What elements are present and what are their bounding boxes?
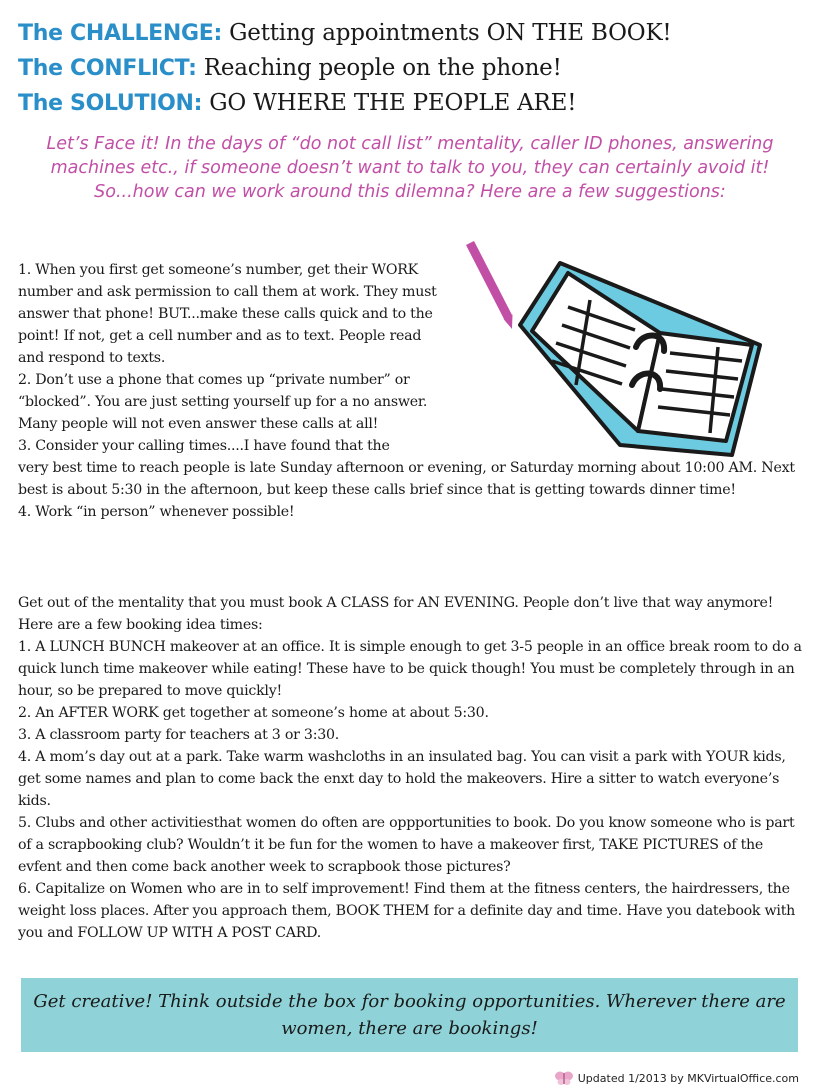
- page-headings: [18, 16, 808, 121]
- booking-ideas: [18, 592, 808, 944]
- footer: [554, 1070, 799, 1086]
- booking-idea-3: 3. A classroom party for teachers at 3 or 3:30.: [18, 727, 340, 743]
- solution-heading: The SOLUTION: GO WHERE THE PEOPLE ARE!: [18, 90, 577, 116]
- butterfly-icon: [554, 1070, 574, 1086]
- conflict-heading: The CONFLICT: Reaching people on the phone!: [18, 55, 562, 81]
- tip-1: 1. When you first get someone’s number, get their WORK number and ask permission to call them at work. They must answer that phone! BUT...make these calls quick and to the point! If not, get a cell number and as to text. People read and respond to texts.: [18, 262, 437, 366]
- callout-text: Get creative! Think outside the box for booking opportunities. Wherever there are women, there are bookings!: [33, 991, 786, 1039]
- datebook-icon: [460, 235, 780, 465]
- booking-idea-2: 2. An AFTER WORK get together at someone’s home at about 5:30.: [18, 705, 489, 721]
- calling-tips-bottom: [18, 457, 808, 523]
- calling-tips-top: [18, 259, 448, 457]
- challenge-heading: The CHALLENGE: Getting appointments ON THE BOOK!: [18, 20, 672, 46]
- footer-credit: Updated 1/2013 by MKVirtualOffice.com: [577, 1071, 799, 1085]
- booking-idea-6: 6. Capitalize on Women who are in to self improvement! Find them at the fitness centers, the hairdressers, the weight loss places. After you approach them, BOOK THEM for a definite day and time. Have you datebook with you and FOLLOW UP WITH A POST CARD.: [18, 881, 796, 941]
- booking-idea-4: 4. A mom’s day out at a park. Take warm washcloths in an insulated bag. You can visit a park with YOUR kids, get some names and plan to come back the enxt day to hold the makeovers. Hire a sitter to watch everyone’s kids.: [18, 749, 786, 809]
- intro-paragraph: Let’s Face it! In the days of “do not call list” mentality, caller ID phones, answering machines etc., if someone doesn’t want to talk to you, they can certainly avoid it! So...how can we work around this dilemna? Here are a few suggestions:: [46, 134, 774, 202]
- tip-3-continued: very best time to reach people is late Sunday afternoon or evening, or Saturday morning about 10:00 AM. Next best is about 5:30 in the afternoon, but keep these calls brief since that is getting towards dinner time!: [18, 460, 795, 498]
- booking-intro: Get out of the mentality that you must book A CLASS for AN EVENING. People don’t live that way anymore! Here are a few booking idea times:: [18, 595, 774, 633]
- tip-3-start: 3. Consider your calling times....I have found that the: [18, 438, 390, 454]
- tip-2: 2. Don’t use a phone that comes up “private number” or “blocked”. You are just setting yourself up for a no answer. Many people will not even answer these calls at all!: [18, 372, 428, 432]
- booking-idea-5: 5. Clubs and other activitiesthat women do often are oppportunities to book. Do you know someone who is part of a scrapbooking club? Wouldn’t it be fun for the women to have a makeover first, TAKE PICTURES of the evfent and then come back another week to scrapbook those pictures?: [18, 815, 795, 875]
- booking-idea-1: 1. A LUNCH BUNCH makeover at an office. It is simple enough to get 3-5 people in an office break room to do a quick lunch time makeover while eating! These have to be quick though! You must be completely through in an hour, so be prepared to move quickly!: [18, 639, 802, 699]
- callout-box: [21, 978, 798, 1052]
- tip-4: 4. Work “in person” whenever possible!: [18, 504, 295, 520]
